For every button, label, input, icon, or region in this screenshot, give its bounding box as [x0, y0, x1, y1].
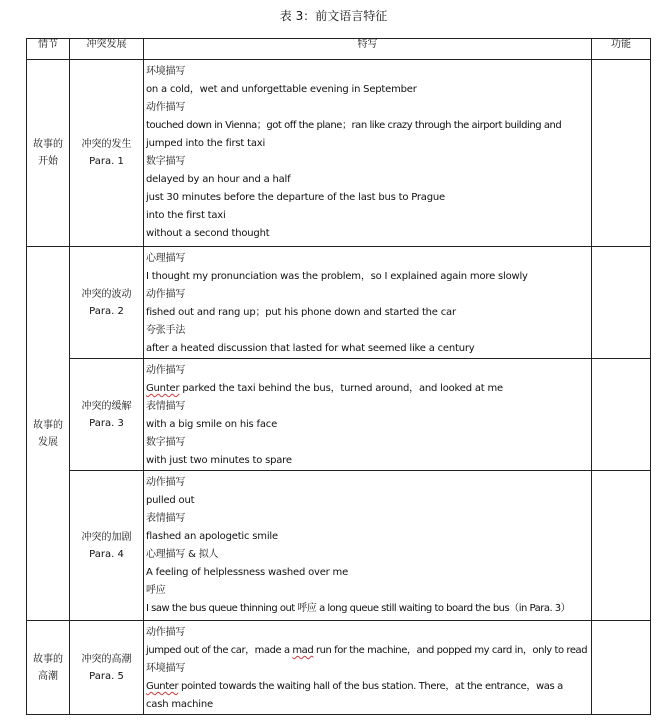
para-label: Para. 3 [89, 417, 124, 429]
quote-line: I thought my pronunciation was the problem，so I explained again more slowly [146, 271, 528, 282]
section-label: 故事的 [33, 139, 63, 150]
header-plot: 情节 [27, 39, 70, 60]
category-label: 表情描写 [146, 513, 186, 524]
function-cell [592, 247, 651, 359]
function-cell [592, 621, 651, 715]
header-conflict: 冲突发展 [70, 39, 144, 60]
section-label: 发展 [38, 436, 58, 448]
stage-label: 冲突的高潮 [81, 653, 132, 665]
stage-label: 冲突的发生 [81, 139, 132, 150]
para-label: Para. 4 [89, 548, 124, 560]
section-label: 故事的 [33, 419, 63, 431]
quote-rest: parked the taxi behind the bus，turned around，and looked at me [179, 383, 503, 394]
quote-line: into the first taxi [146, 210, 226, 221]
stage-cell [70, 60, 144, 247]
para-label: Para. 2 [89, 305, 124, 317]
closeup-cell [144, 621, 592, 715]
quote-line: without a second thought [146, 228, 270, 239]
quote-line: after a heated discussion that lasted for what seemed like a century [146, 343, 475, 354]
category-label: 动作描写 [146, 477, 186, 488]
category-label: 呼应 [146, 585, 166, 596]
category-label: 动作描写 [146, 627, 186, 638]
function-cell [592, 359, 651, 471]
stage-cell [70, 359, 144, 471]
header-function: 功能 [592, 39, 651, 60]
spell-flag-mad: mad [292, 645, 314, 656]
table-row [27, 60, 651, 247]
category-label: 表情描写 [146, 401, 186, 412]
quote-rest: run for the machine，and popped my card in，only to read [313, 645, 588, 656]
quote-line: with just two minutes to spare [146, 455, 292, 466]
table-row [27, 359, 651, 471]
category-label: 心理描写 [146, 253, 186, 264]
section-start-cell [27, 60, 70, 247]
category-label: 心理描写 & 拟人 [146, 549, 219, 560]
closeup-cell [144, 471, 592, 621]
category-label: 数字描写 [146, 156, 186, 167]
stage-label: 冲突的加剧 [81, 531, 132, 543]
quote-line: just 30 minutes before the departure of the last bus to Prague [146, 192, 445, 203]
quote-line: jumped into the first taxi [146, 138, 266, 149]
section-label: 故事的 [33, 653, 63, 665]
function-cell [592, 60, 651, 247]
quote-line: touched down in Vienna；got off the plane；ran like crazy through the airport building and [146, 120, 562, 131]
quote-part: jumped out of the car，made a [146, 645, 293, 656]
quote-line: with a big smile on his face [146, 419, 278, 430]
quote-line: A feeling of helplessness washed over me [146, 567, 349, 578]
quote-line: on a cold，wet and unforgettable evening in September [146, 84, 417, 95]
stage-cell [70, 621, 144, 715]
quote-rest: pointed towards the waiting hall of the bus station. There，at the entrance，was a [178, 681, 563, 692]
spell-flag-gunter: Gunter [146, 383, 180, 394]
function-cell [592, 471, 651, 621]
quote-line: delayed by an hour and a half [146, 174, 291, 185]
category-label: 动作描写 [146, 102, 186, 113]
table-header-row [27, 39, 651, 60]
spell-flag-gunter: Gunter [146, 681, 179, 692]
category-label: 动作描写 [146, 289, 186, 300]
quote-line: cash machine [146, 699, 213, 710]
category-label: 环境描写 [146, 663, 186, 674]
section-climax-cell [27, 621, 70, 715]
section-develop-cell [27, 247, 70, 621]
stage-cell [70, 471, 144, 621]
closeup-cell [144, 247, 592, 359]
category-label: 数字描写 [146, 437, 186, 448]
quote-line [146, 678, 589, 696]
section-label: 开始 [38, 156, 58, 167]
quote-line: I saw the bus queue thinning out 呼应 a long queue still waiting to board the bus（in Para. 3） [146, 603, 571, 614]
table-row [27, 621, 651, 715]
language-features-table [26, 38, 651, 715]
stage-cell [70, 247, 144, 359]
quote-line: fished out and rang up；put his phone down and started the car [146, 307, 456, 318]
closeup-cell [144, 60, 592, 247]
table-row [27, 247, 651, 359]
category-label: 环境描写 [146, 66, 186, 77]
category-label: 动作描写 [146, 365, 186, 376]
stage-label: 冲突的缓解 [81, 400, 132, 412]
quote-line [146, 642, 589, 660]
quote-line [146, 380, 589, 398]
para-label: Para. 1 [89, 156, 124, 167]
quote-line: flashed an apologetic smile [146, 531, 278, 542]
category-label: 夸张手法 [146, 325, 186, 336]
header-closeup: 特写 [144, 39, 592, 60]
section-label: 高潮 [38, 670, 58, 682]
closeup-cell [144, 359, 592, 471]
table-caption: 表 3：前文语言特征 [279, 9, 388, 23]
para-label: Para. 5 [89, 670, 124, 682]
stage-label: 冲突的波动 [81, 288, 132, 300]
quote-line: pulled out [146, 495, 195, 506]
table-row [27, 471, 651, 621]
